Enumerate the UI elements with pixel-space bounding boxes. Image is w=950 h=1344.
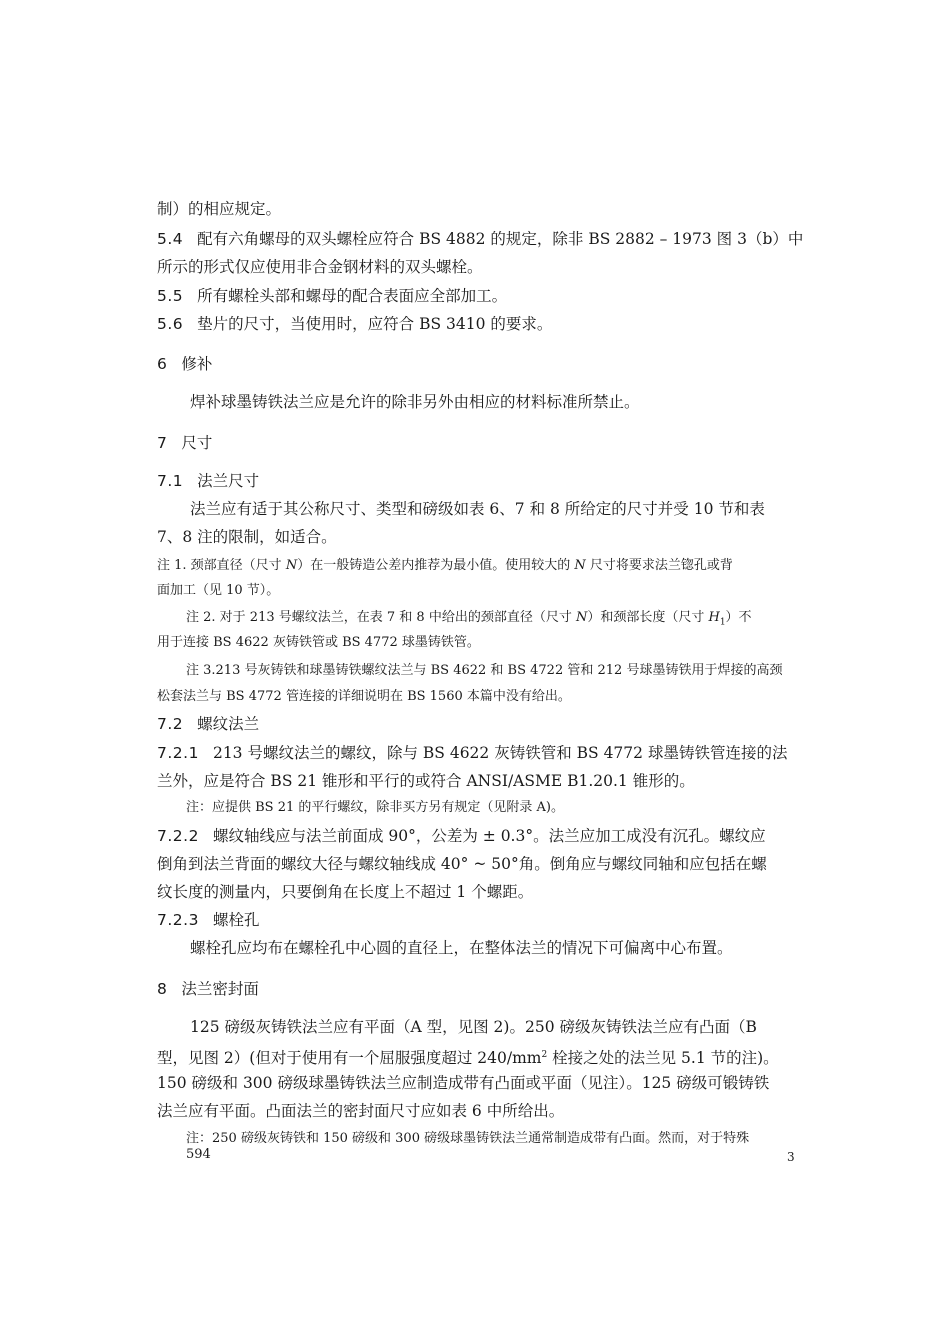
paragraph-line [157,1072,769,1094]
paragraph-line [157,881,533,903]
text: 7、8 注的限制，如适合。 [157,528,337,546]
note-line [157,580,279,602]
text: 配有六角螺母的双头螺栓应符合 BS 4882 的规定，除非 BS 2882 – 1973 图 3（b）中 [197,230,804,248]
text: 用于连接 BS 4622 灰铸铁管或 BS 4772 球墨铸铁管。 [157,635,480,650]
clause-title: 螺纹法兰 [197,715,260,733]
clause-number: 7.1 [157,472,184,490]
variable: N [575,610,588,625]
text: 注 2. 对于 213 号螺纹法兰，在表 7 和 8 中给出的颈部直径（尺寸 [186,610,576,625]
clause-number: 7.2 [157,715,184,733]
text: 法兰应有适于其公称尺寸、类型和磅级如表 6、7 和 8 所给定的尺寸并受 10 节和表 [190,500,765,518]
text: 125 磅级灰铸铁法兰应有平面（A 型，见图 2)。250 磅级灰铸铁法兰应有凸面（B [190,1018,757,1036]
clause-number: 5.6 [157,315,184,333]
text: ）在一般铸造公差内推荐为最小值。使用较大的 [297,558,575,573]
paragraph-line [157,853,767,875]
section-8-heading [157,978,259,1000]
text: 兰外，应是符合 BS 21 锥形和平行的或符合 ANSI/ASME B1.20.1 锥形的。 [157,772,695,790]
note-line [157,632,480,654]
cropped-footer-text [186,1147,276,1165]
paragraph-line [190,1016,757,1038]
clause-number: 7.2.1 [157,744,199,762]
section-7-heading [157,432,212,454]
paragraph-line [157,1100,564,1122]
clause-5-5 [157,285,507,307]
variable: H [708,610,720,625]
text: 注：250 磅级灰铸铁和 150 磅级和 300 磅级球墨铸铁法兰通常制造成带有凸面。然而，对于特殊 [186,1131,750,1146]
text: 松套法兰与 BS 4772 管连接的详细说明在 BS 1560 本篇中没有给出。 [157,689,571,704]
text: 倒角到法兰背面的螺纹大径与螺纹轴线成 40° ~ 50°角。倒角应与螺纹同轴和应包括在螺 [157,855,767,873]
paragraph-line [190,498,765,520]
text: 面加工（见 10 节）。 [157,583,280,598]
paragraph-line [157,770,695,792]
text: 594 [186,1147,211,1162]
clause-7-2-1 [157,742,787,764]
section-title: 尺寸 [181,434,213,452]
text: 所有螺栓头部和螺母的配合表面应全部加工。 [197,287,508,305]
section-title: 修补 [181,355,213,373]
clause-7-2 [157,713,259,735]
text: 制）的相应规定。 [157,200,282,218]
text: 型，见图 2）(但对于使用有一个屈服强度超过 240/mm [157,1049,542,1068]
text: ）不 [725,610,752,625]
section-number: 8 [157,980,168,998]
section-title: 法兰密封面 [181,980,259,998]
clause-7-2-2 [157,825,766,847]
text: 所示的形式仅应使用非合金钢材料的双头螺栓。 [157,258,483,276]
paragraph-line [157,198,281,220]
clause-title: 法兰尺寸 [197,472,260,490]
subscript: 1 [719,617,726,628]
text: 螺纹轴线应与法兰前面成 90°，公差为 ± 0.3°。法兰应加工成没有沉孔。螺纹应 [212,827,766,845]
text: 螺栓孔应均布在螺栓孔中心圆的直径上，在整体法兰的情况下可偏离中心布置。 [190,939,733,957]
text: 尺寸将要求法兰锪孔或背 [585,558,733,573]
text: 注：应提供 BS 21 的平行螺纹，除非买方另有规定（见附录 A)。 [186,800,564,815]
section-number: 7 [157,434,168,452]
note-1 [157,555,733,577]
text: 150 磅级和 300 磅级球墨铸铁法兰应制造成带有凸面或平面（见注）。125 磅级可锻铸铁 [157,1074,770,1092]
section-number: 6 [157,355,168,373]
text: 垫片的尺寸，当使用时，应符合 BS 3410 的要求。 [197,315,553,333]
paragraph-line [157,1044,779,1069]
clause-number: 7.2.2 [157,827,199,845]
clause-number: 5.4 [157,230,184,248]
paragraph-line [190,937,733,959]
clause-title: 螺栓孔 [212,911,260,929]
clause-number: 7.2.3 [157,911,199,929]
clause-5-4 [157,228,803,250]
text: 注 1. 颈部直径（尺寸 [157,558,286,573]
superscript: 2 [541,1050,548,1060]
paragraph-line [190,391,640,413]
note-4 [186,797,564,819]
paragraph-line [157,526,337,548]
page-number: 3 [787,1150,795,1164]
paragraph-line [157,256,483,278]
text: 注 3.213 号灰铸铁和球墨铸铁螺纹法兰与 BS 4622 和 BS 4722 管和 212 号球墨铸铁用于焊接的高颈 [186,663,783,678]
text: 法兰应有平面。凸面法兰的密封面尺寸应如表 6 中所给出。 [157,1102,565,1120]
variable: N [574,558,586,573]
section-6-heading [157,353,212,375]
note-3 [186,660,782,682]
text: ）和颈部长度（尺寸 [587,610,709,625]
variable: N [285,558,298,573]
clause-7-1 [157,470,259,492]
clause-number: 5.5 [157,287,184,305]
text: 213 号螺纹法兰的螺纹，除与 BS 4622 灰铸铁管和 BS 4772 球墨铸铁管连接的法 [212,744,788,762]
clause-5-6 [157,313,552,335]
text: 纹长度的测量内，只要倒角在长度上不超过 1 个螺距。 [157,883,534,901]
clause-7-2-3 [157,909,259,931]
text: 栓接之处的法兰见 5.1 节的注)。 [547,1049,779,1068]
text: 焊补球墨铸铁法兰应是允许的除非另外由相应的材料标准所禁止。 [190,393,640,411]
note-2 [186,607,752,634]
note-line [157,686,571,708]
